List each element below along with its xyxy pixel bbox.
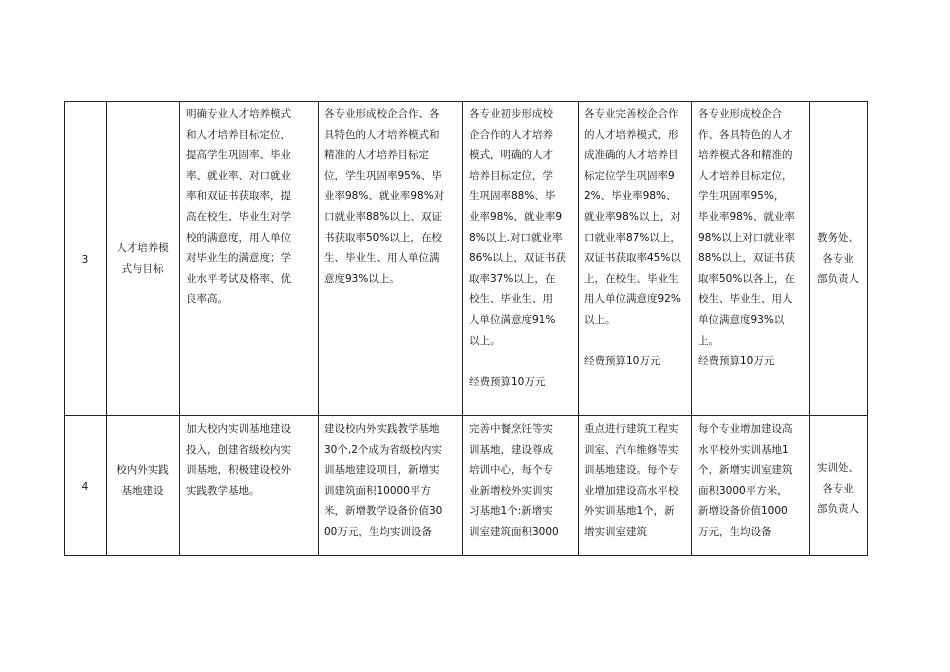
text-line: 精准的人才培养目标定 [324, 149, 429, 162]
responsible-dept [809, 228, 867, 290]
text-line: 上。 [698, 334, 719, 347]
content-cell [469, 104, 566, 392]
text-line: 位，学生巩固率95%、毕 [324, 169, 442, 182]
responsible-line: 实训处、 [817, 462, 859, 474]
table-top-border [64, 101, 868, 102]
column-border [318, 101, 319, 556]
content-cell [698, 104, 795, 372]
text-line: 实践教学基地。 [186, 484, 260, 497]
text-line: 训基地，积极建设校外 [186, 464, 291, 477]
text-line: 书获取率50%以上，在校 [324, 231, 442, 244]
row-divider [64, 415, 868, 416]
text-line: 重点进行建筑工程实 [584, 423, 679, 435]
budget-text: 经费预算10万元 [469, 375, 546, 388]
text-line: 对毕业生的满意度；学 [186, 252, 291, 265]
text-line: 良率高。 [186, 293, 228, 306]
text-line: 提高学生巩固率、毕业 [186, 149, 291, 162]
text-line: 各专业完善校企合作 [584, 108, 679, 120]
text-line: 训基地建设。每个专 [584, 464, 679, 477]
text-line: 训室、汽车维修等实 [584, 443, 679, 456]
text-line: 以上。 [469, 334, 501, 347]
text-line: 毕业率98%、就业率 [698, 210, 795, 223]
content-cell [584, 104, 681, 372]
text-line: 8%以上.对口就业率 [469, 231, 563, 244]
text-line: 和人才培养目标定位， [186, 128, 291, 141]
content-cell [584, 419, 679, 543]
text-line: 意度93%以上。 [324, 272, 400, 285]
text-line: 口就业率87%以上， [584, 231, 681, 244]
text-line: 上，在校生、毕业生 [584, 272, 679, 285]
content-cell [469, 419, 559, 543]
text-line: 高在校生、毕业生对学 [186, 210, 291, 223]
text-line: 企合作的人才培养 [469, 128, 553, 141]
text-line: 作、各具特色的人才 [698, 128, 793, 141]
text-line: 培养模式各和精准的 [698, 149, 793, 162]
text-line: 明确专业人才培养模式 [186, 108, 291, 120]
item-name-line: 人才培养模 [116, 242, 169, 254]
text-line: 就业率98%以上，对 [584, 210, 681, 223]
text-line: 各专业形成校企合作、各 [324, 108, 440, 120]
text-line: 训室建筑面积3000 [469, 525, 559, 538]
text-line: 以上。 [584, 313, 616, 326]
text-line: 生巩固率88%、毕 [469, 190, 556, 203]
text-line: 校生、毕业生、用人 [698, 293, 793, 306]
text-line: 培训中心，每个专 [469, 464, 553, 477]
column-border [578, 101, 579, 556]
text-line: 校生、毕业生、用 [469, 293, 553, 306]
text-line: 增实训室建筑 [584, 525, 647, 538]
text-line: 训建筑面积10000平方 [324, 484, 431, 497]
text-line: 取率37%以上，在 [469, 272, 556, 285]
responsible-line: 教务处、 [817, 232, 859, 244]
text-line: 培养目标定位，学 [469, 169, 553, 182]
text-line: 万元，生均设备 [698, 525, 772, 538]
text-line: 具特色的人才培养模式和 [324, 128, 440, 141]
content-cell [698, 419, 793, 543]
responsible-line: 各专业 [822, 252, 854, 265]
content-cell [186, 419, 291, 501]
text-line: 外实训基地1个，新 [584, 505, 675, 518]
text-line: 完善中餐烹饪等实 [469, 423, 553, 435]
responsible-dept [809, 458, 867, 520]
text-line: 水平校外实训基地1 [698, 443, 789, 456]
text-line: 业率98%、就业率98%对 [324, 190, 445, 203]
text-line: 口就业率88%以上、双证 [324, 210, 442, 223]
text-line: 单位满意度93%以 [698, 313, 785, 326]
text-line: 标定位学生巩固率9 [584, 169, 675, 182]
text-line: 米，新增教学设备价值30 [324, 505, 443, 518]
content-cell [186, 104, 291, 310]
text-line: 成准确的人才培养目 [584, 149, 679, 162]
text-line: 建设校内外实践教学基地 [324, 423, 440, 435]
text-line: 88%以上，双证书获 [698, 252, 795, 265]
table-bottom-border [64, 555, 868, 556]
text-line: 用人单位满意度92% [584, 293, 681, 306]
budget-text: 经费预算10万元 [698, 355, 775, 368]
text-line: 98%以上对口就业率 [698, 231, 795, 244]
text-line: 双证书获取率45%以 [584, 252, 681, 265]
item-name [106, 460, 179, 501]
column-border [462, 101, 463, 556]
text-line: 每个专业增加建设高 [698, 423, 793, 435]
text-line: 的人才培养模式，形 [584, 128, 679, 141]
blank-line [584, 331, 681, 352]
column-border [179, 101, 180, 556]
text-line: 各专业初步形成校 [469, 108, 553, 120]
content-cell [324, 419, 442, 543]
text-line: 率、就业率、对口就业 [186, 169, 291, 182]
text-line: 30个,2个成为省级校内实 [324, 443, 442, 456]
text-line: 习基地1个:新增实 [469, 505, 553, 518]
text-line: 业增加建设高水平校 [584, 484, 679, 497]
text-line: 00万元，生均实训设备 [324, 525, 432, 538]
responsible-line: 各专业 [822, 482, 854, 495]
text-line: 面积3000平方米， [698, 484, 788, 497]
text-line: 业水平考试及格率、优 [186, 272, 291, 285]
text-line: 各专业形成校企合 [698, 108, 782, 120]
item-name-line: 基地建设 [121, 484, 164, 497]
text-line: 生、毕业生、用人单位满 [324, 252, 440, 265]
text-line: 业率98%、就业率9 [469, 210, 563, 223]
column-border [867, 101, 868, 556]
budget-text: 经费预算10万元 [584, 355, 661, 368]
responsible-line: 部负责人 [817, 273, 859, 286]
text-line: 业新增校外实训实 [469, 484, 553, 497]
item-name-line: 校内外实践 [116, 464, 169, 476]
text-line: 加大校内实训基地建设 [186, 423, 291, 435]
row-number: 3 [81, 254, 89, 266]
text-line: 学生巩固率95%， [698, 190, 785, 203]
item-name [106, 238, 179, 279]
text-line: 率和双证书获取率，提 [186, 190, 291, 203]
content-cell [324, 104, 444, 289]
text-line: 投入，创建省级校内实 [186, 443, 291, 456]
column-border [691, 101, 692, 556]
blank-line [469, 351, 566, 372]
item-name-line: 式与目标 [121, 262, 164, 275]
responsible-line: 部负责人 [817, 503, 859, 516]
text-line: 个，新增实训室建筑 [698, 464, 793, 477]
text-line: 人才培养目标定位， [698, 169, 793, 182]
text-line: 2%、毕业率98%、 [584, 190, 677, 203]
text-line: 训基地，建设尊成 [469, 443, 553, 456]
text-line: 人单位满意度91% [469, 313, 556, 326]
text-line: 校的满意度，用人单位 [186, 231, 291, 244]
text-line: 模式，明确的人才 [469, 149, 553, 162]
text-line: 86%以上，双证书获 [469, 252, 566, 265]
text-line: 新增设备价值1000 [698, 505, 788, 518]
text-line: 训基地建设项目，新增实 [324, 464, 440, 477]
row-number: 4 [81, 481, 89, 493]
text-line: 取率50%以各上，在 [698, 272, 795, 285]
